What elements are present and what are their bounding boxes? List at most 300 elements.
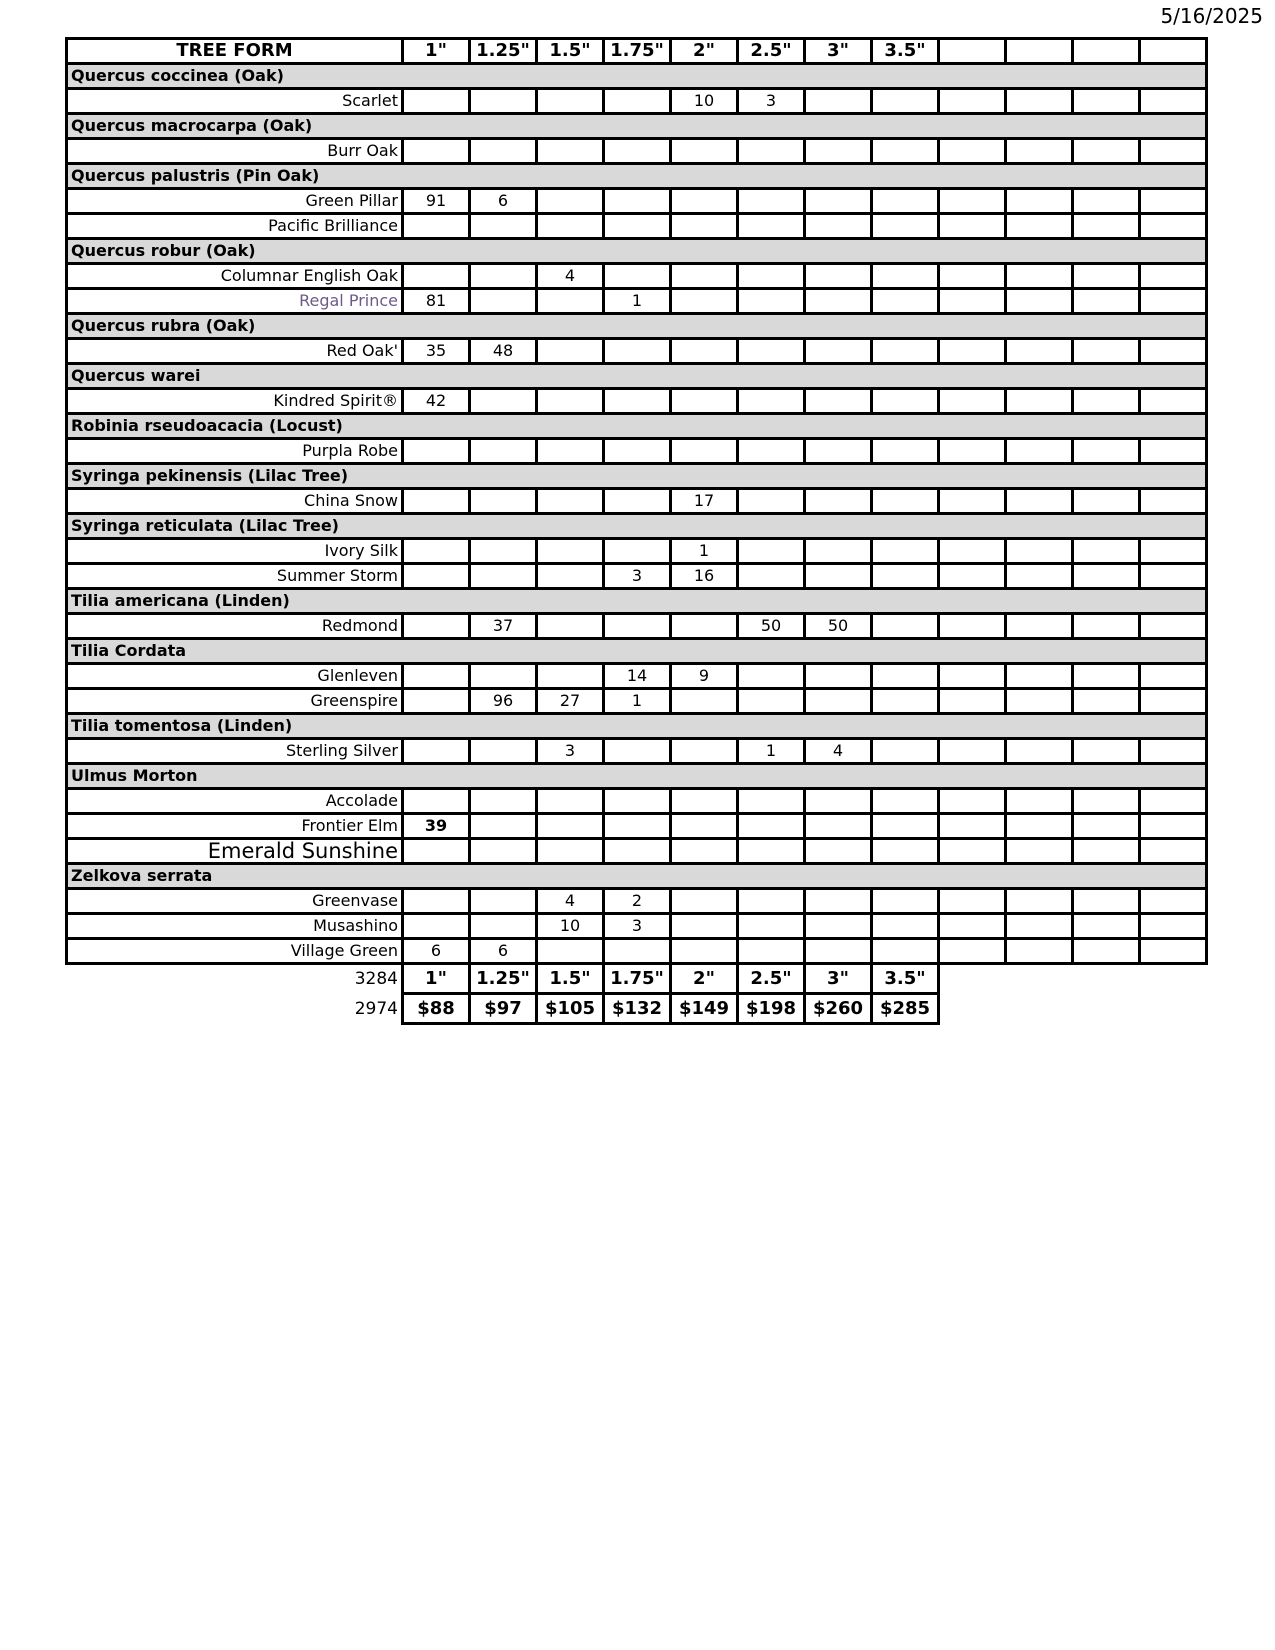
quantity-cell: 6: [470, 189, 537, 214]
species-fill: [738, 64, 805, 89]
quantity-cell: [738, 889, 805, 914]
header-size-cell: 3.5": [872, 39, 939, 64]
species-fill: [671, 764, 738, 789]
quantity-cell: [537, 839, 604, 864]
species-fill: [1006, 414, 1073, 439]
quantity-cell: [738, 664, 805, 689]
quantity-cell: [805, 339, 872, 364]
species-fill: [872, 164, 939, 189]
quantity-cell: [738, 214, 805, 239]
quantity-cell: 10: [537, 914, 604, 939]
quantity-cell: 14: [604, 664, 671, 689]
quantity-cell: [1140, 89, 1207, 114]
species-fill: [805, 464, 872, 489]
quantity-cell: [1006, 489, 1073, 514]
species-row: [67, 364, 1207, 389]
quantity-cell: [939, 214, 1006, 239]
quantity-cell: [872, 489, 939, 514]
quantity-cell: [671, 189, 738, 214]
quantity-cell: [1006, 264, 1073, 289]
species-name: Syringa reticulata (Lilac Tree): [67, 514, 403, 539]
quantity-cell: [604, 214, 671, 239]
quantity-cell: [1073, 289, 1140, 314]
species-fill: [470, 764, 537, 789]
quantity-cell: [1073, 814, 1140, 839]
species-fill: [470, 314, 537, 339]
species-fill: [671, 864, 738, 889]
cultivar-row: [67, 689, 1207, 714]
cultivar-row: [67, 339, 1207, 364]
species-fill: [805, 764, 872, 789]
quantity-cell: [470, 539, 537, 564]
quantity-cell: 17: [671, 489, 738, 514]
species-fill: [1140, 764, 1207, 789]
quantity-cell: [1006, 914, 1073, 939]
species-fill: [1006, 64, 1073, 89]
cultivar-row: [67, 839, 1207, 864]
quantity-cell: [1006, 564, 1073, 589]
species-fill: [1140, 864, 1207, 889]
species-fill: [1140, 364, 1207, 389]
quantity-cell: [872, 289, 939, 314]
quantity-cell: [1006, 139, 1073, 164]
species-fill: [470, 514, 537, 539]
species-fill: [403, 714, 470, 739]
quantity-cell: [1006, 189, 1073, 214]
cultivar-name: Greenvase: [67, 889, 403, 914]
quantity-cell: [671, 614, 738, 639]
quantity-cell: [939, 89, 1006, 114]
quantity-cell: [1006, 814, 1073, 839]
quantity-cell: [1006, 939, 1073, 964]
quantity-cell: [872, 889, 939, 914]
footer-price-label: 2974: [354, 998, 398, 1019]
species-fill: [537, 589, 604, 614]
species-fill: [939, 464, 1006, 489]
quantity-cell: [470, 664, 537, 689]
quantity-cell: [1140, 264, 1207, 289]
species-fill: [872, 364, 939, 389]
cultivar-row: [67, 389, 1207, 414]
species-fill: [939, 364, 1006, 389]
quantity-cell: [403, 914, 470, 939]
species-name: Robinia rseudoacacia (Locust): [67, 414, 403, 439]
quantity-cell: [1006, 789, 1073, 814]
quantity-cell: 4: [537, 889, 604, 914]
quantity-cell: [1073, 739, 1140, 764]
quantity-cell: [1073, 914, 1140, 939]
quantity-cell: 39: [403, 814, 470, 839]
footer-size-cell: 2": [671, 964, 738, 994]
quantity-cell: [1140, 839, 1207, 864]
species-fill: [738, 364, 805, 389]
species-fill: [1140, 64, 1207, 89]
species-fill: [671, 464, 738, 489]
quantity-cell: [403, 139, 470, 164]
species-fill: [1140, 414, 1207, 439]
species-fill: [1073, 864, 1140, 889]
quantity-cell: [604, 789, 671, 814]
species-fill: [805, 314, 872, 339]
quantity-cell: [872, 839, 939, 864]
footer-price-cell: $132: [604, 994, 671, 1024]
quantity-cell: [872, 339, 939, 364]
species-fill: [403, 364, 470, 389]
species-fill: [604, 164, 671, 189]
species-fill: [805, 589, 872, 614]
footer-size-row: [67, 964, 1207, 994]
species-name: Quercus robur (Oak): [67, 239, 403, 264]
footer-size-cell: 1": [403, 964, 470, 994]
quantity-cell: [604, 489, 671, 514]
quantity-cell: [872, 814, 939, 839]
quantity-cell: [470, 214, 537, 239]
quantity-cell: [470, 564, 537, 589]
species-fill: [671, 364, 738, 389]
quantity-cell: [1006, 214, 1073, 239]
quantity-cell: [1140, 564, 1207, 589]
footer-size-cell: 1.75": [604, 964, 671, 994]
species-name: Tilia americana (Linden): [67, 589, 403, 614]
species-fill: [671, 314, 738, 339]
species-fill: [1140, 714, 1207, 739]
quantity-cell: [403, 689, 470, 714]
species-row: [67, 464, 1207, 489]
quantity-cell: [939, 264, 1006, 289]
quantity-cell: [805, 889, 872, 914]
species-fill: [1006, 639, 1073, 664]
quantity-cell: [604, 614, 671, 639]
quantity-cell: [403, 489, 470, 514]
footer-price-cell: $285: [872, 994, 939, 1024]
quantity-cell: [805, 664, 872, 689]
species-fill: [738, 764, 805, 789]
species-fill: [1073, 414, 1140, 439]
quantity-cell: [872, 389, 939, 414]
quantity-cell: [805, 689, 872, 714]
header-title: TREE FORM: [67, 39, 403, 64]
cultivar-name: Sterling Silver: [67, 739, 403, 764]
report-date: 5/16/2025: [1160, 4, 1263, 28]
quantity-cell: [1140, 489, 1207, 514]
species-fill: [604, 589, 671, 614]
footer-price-cell: $260: [805, 994, 872, 1024]
header-size-cell: 1.25": [470, 39, 537, 64]
quantity-cell: [470, 889, 537, 914]
species-fill: [537, 314, 604, 339]
species-fill: [939, 514, 1006, 539]
cultivar-name: Accolade: [67, 789, 403, 814]
quantity-cell: [671, 739, 738, 764]
species-fill: [470, 639, 537, 664]
quantity-cell: 91: [403, 189, 470, 214]
species-fill: [604, 239, 671, 264]
species-fill: [1073, 589, 1140, 614]
quantity-cell: [470, 839, 537, 864]
header-size-cell: [1073, 39, 1140, 64]
quantity-cell: [1073, 339, 1140, 364]
quantity-cell: [1073, 89, 1140, 114]
quantity-cell: [1140, 339, 1207, 364]
quantity-cell: [939, 489, 1006, 514]
quantity-cell: [671, 389, 738, 414]
quantity-cell: [537, 489, 604, 514]
species-row: [67, 714, 1207, 739]
species-row: [67, 414, 1207, 439]
species-name: Quercus warei: [67, 364, 403, 389]
species-fill: [671, 164, 738, 189]
header-size-cell: 3": [805, 39, 872, 64]
quantity-cell: 37: [470, 614, 537, 639]
quantity-cell: [939, 814, 1006, 839]
quantity-cell: [872, 264, 939, 289]
quantity-cell: [671, 289, 738, 314]
quantity-cell: [805, 939, 872, 964]
species-row: [67, 164, 1207, 189]
quantity-cell: [604, 139, 671, 164]
quantity-cell: [872, 139, 939, 164]
quantity-cell: [1073, 839, 1140, 864]
cultivar-name: Emerald Sunshine: [67, 839, 403, 864]
quantity-cell: [604, 539, 671, 564]
species-fill: [738, 464, 805, 489]
species-fill: [537, 464, 604, 489]
quantity-cell: [470, 489, 537, 514]
header-size-cell: 1.5": [537, 39, 604, 64]
species-fill: [403, 864, 470, 889]
quantity-cell: [671, 839, 738, 864]
species-fill: [671, 64, 738, 89]
quantity-cell: [470, 289, 537, 314]
quantity-cell: [872, 539, 939, 564]
cultivar-row: [67, 814, 1207, 839]
species-fill: [939, 239, 1006, 264]
cultivar-name: Columnar English Oak: [67, 264, 403, 289]
header-row: [67, 39, 1207, 64]
quantity-cell: 48: [470, 339, 537, 364]
tree-inventory-table: [65, 37, 1208, 1025]
footer-size-cell: 1.25": [470, 964, 537, 994]
species-fill: [872, 314, 939, 339]
quantity-cell: [537, 789, 604, 814]
quantity-cell: [805, 439, 872, 464]
quantity-cell: [939, 664, 1006, 689]
species-name: Quercus rubra (Oak): [67, 314, 403, 339]
species-fill: [738, 239, 805, 264]
quantity-cell: [470, 89, 537, 114]
quantity-cell: [805, 789, 872, 814]
quantity-cell: [1073, 439, 1140, 464]
quantity-cell: 2: [604, 889, 671, 914]
cultivar-name: Musashino: [67, 914, 403, 939]
species-name: Quercus palustris (Pin Oak): [67, 164, 403, 189]
quantity-cell: 3: [604, 564, 671, 589]
quantity-cell: [939, 739, 1006, 764]
quantity-cell: [1006, 389, 1073, 414]
species-name: Ulmus Morton: [67, 764, 403, 789]
species-fill: [604, 414, 671, 439]
quantity-cell: [604, 814, 671, 839]
species-fill: [805, 514, 872, 539]
quantity-cell: [403, 839, 470, 864]
quantity-cell: [872, 614, 939, 639]
species-fill: [671, 514, 738, 539]
cultivar-row: [67, 889, 1207, 914]
species-fill: [872, 714, 939, 739]
quantity-cell: [1073, 664, 1140, 689]
quantity-cell: [1140, 539, 1207, 564]
species-name: Quercus macrocarpa (Oak): [67, 114, 403, 139]
quantity-cell: [738, 139, 805, 164]
quantity-cell: [1073, 189, 1140, 214]
quantity-cell: [1006, 539, 1073, 564]
quantity-cell: [537, 664, 604, 689]
species-name: Zelkova serrata: [67, 864, 403, 889]
quantity-cell: [1006, 889, 1073, 914]
quantity-cell: [939, 289, 1006, 314]
header-size-cell: 2.5": [738, 39, 805, 64]
species-fill: [872, 514, 939, 539]
species-fill: [403, 639, 470, 664]
quantity-cell: [604, 839, 671, 864]
quantity-cell: [403, 214, 470, 239]
quantity-cell: [403, 539, 470, 564]
quantity-cell: [939, 439, 1006, 464]
quantity-cell: [537, 539, 604, 564]
quantity-cell: [1006, 339, 1073, 364]
species-fill: [470, 114, 537, 139]
quantity-cell: [805, 539, 872, 564]
species-fill: [805, 64, 872, 89]
quantity-cell: [738, 914, 805, 939]
footer-price-cell: $97: [470, 994, 537, 1024]
quantity-cell: [671, 914, 738, 939]
species-fill: [939, 414, 1006, 439]
cultivar-row: [67, 539, 1207, 564]
header-size-cell: 1": [403, 39, 470, 64]
species-fill: [805, 114, 872, 139]
species-fill: [470, 164, 537, 189]
quantity-cell: [1140, 214, 1207, 239]
species-fill: [1006, 864, 1073, 889]
cultivar-row: [67, 789, 1207, 814]
quantity-cell: [805, 89, 872, 114]
footer-price-row: [67, 994, 1207, 1024]
species-fill: [1073, 639, 1140, 664]
species-fill: [671, 114, 738, 139]
quantity-cell: [805, 814, 872, 839]
species-fill: [470, 239, 537, 264]
quantity-cell: [1140, 914, 1207, 939]
species-fill: [403, 589, 470, 614]
quantity-cell: [805, 264, 872, 289]
species-fill: [537, 714, 604, 739]
quantity-cell: 3: [604, 914, 671, 939]
quantity-cell: [1140, 689, 1207, 714]
species-fill: [671, 714, 738, 739]
quantity-cell: [738, 264, 805, 289]
quantity-cell: [1140, 614, 1207, 639]
quantity-cell: [1006, 614, 1073, 639]
cultivar-row: [67, 614, 1207, 639]
species-fill: [1140, 589, 1207, 614]
species-fill: [1006, 589, 1073, 614]
quantity-cell: 96: [470, 689, 537, 714]
species-fill: [738, 114, 805, 139]
species-fill: [805, 239, 872, 264]
quantity-cell: [1073, 139, 1140, 164]
cultivar-row: [67, 439, 1207, 464]
quantity-cell: [1073, 214, 1140, 239]
quantity-cell: [1073, 489, 1140, 514]
species-fill: [805, 414, 872, 439]
quantity-cell: [671, 789, 738, 814]
quantity-cell: [872, 789, 939, 814]
quantity-cell: [872, 739, 939, 764]
quantity-cell: [671, 139, 738, 164]
quantity-cell: [604, 89, 671, 114]
quantity-cell: [470, 914, 537, 939]
quantity-cell: [537, 389, 604, 414]
quantity-cell: [403, 789, 470, 814]
species-fill: [1006, 314, 1073, 339]
species-fill: [537, 639, 604, 664]
quantity-cell: [1073, 689, 1140, 714]
quantity-cell: [671, 214, 738, 239]
quantity-cell: [1073, 264, 1140, 289]
quantity-cell: [939, 689, 1006, 714]
quantity-cell: [939, 839, 1006, 864]
cultivar-name: China Snow: [67, 489, 403, 514]
species-fill: [403, 414, 470, 439]
quantity-cell: [939, 339, 1006, 364]
species-fill: [939, 589, 1006, 614]
quantity-cell: [1140, 389, 1207, 414]
quantity-cell: [939, 939, 1006, 964]
species-fill: [939, 639, 1006, 664]
species-fill: [403, 464, 470, 489]
species-fill: [805, 364, 872, 389]
species-fill: [872, 589, 939, 614]
species-fill: [403, 764, 470, 789]
header-size-cell: [1006, 39, 1073, 64]
quantity-cell: [470, 264, 537, 289]
quantity-cell: [872, 689, 939, 714]
quantity-cell: [939, 139, 1006, 164]
quantity-cell: 42: [403, 389, 470, 414]
quantity-cell: [738, 539, 805, 564]
species-fill: [1006, 714, 1073, 739]
species-fill: [604, 114, 671, 139]
quantity-cell: [537, 339, 604, 364]
quantity-cell: 6: [470, 939, 537, 964]
quantity-cell: 3: [537, 739, 604, 764]
species-fill: [604, 514, 671, 539]
species-fill: [939, 714, 1006, 739]
quantity-cell: [738, 489, 805, 514]
quantity-cell: [671, 689, 738, 714]
quantity-cell: [403, 739, 470, 764]
footer-price-cell: $149: [671, 994, 738, 1024]
species-row: [67, 114, 1207, 139]
quantity-cell: [671, 889, 738, 914]
quantity-cell: [537, 189, 604, 214]
quantity-cell: 4: [537, 264, 604, 289]
quantity-cell: [738, 839, 805, 864]
quantity-cell: [738, 389, 805, 414]
cultivar-row: [67, 489, 1207, 514]
species-fill: [939, 314, 1006, 339]
